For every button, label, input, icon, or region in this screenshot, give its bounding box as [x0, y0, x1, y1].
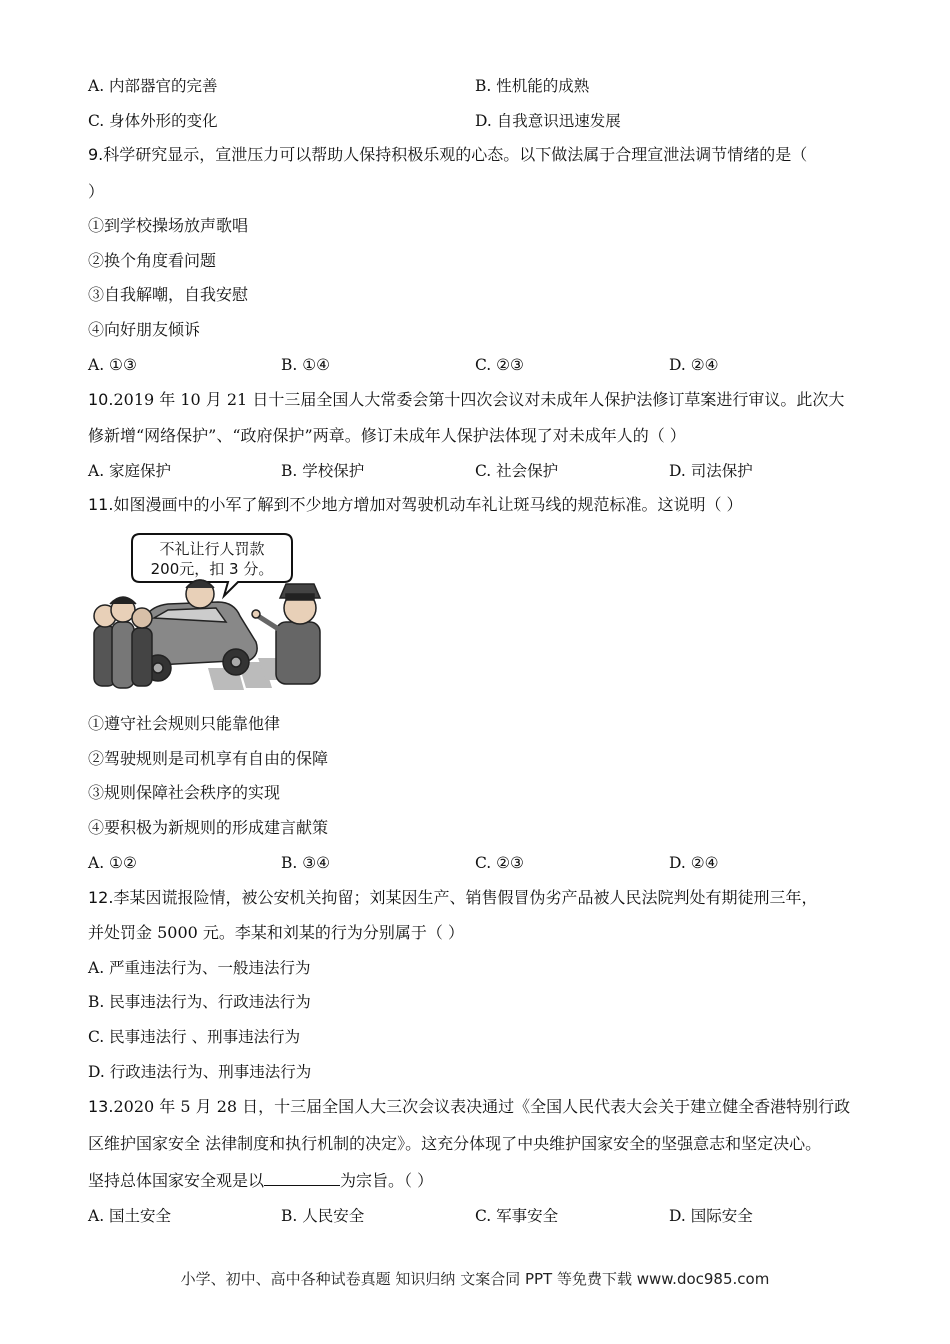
q13-number: 13. [88, 1097, 114, 1116]
cartoon-bubble-line1: 不礼让行人罚款 [159, 540, 265, 558]
q13-option-d: D. 国际安全 [669, 1207, 753, 1225]
q12-option-a: A. 严重违法行为、一般违法行为 [88, 959, 311, 977]
q12-option-c: C. 民事违法行 、刑事违法行为 [88, 1028, 301, 1046]
q11-item-1: ①遵守社会规则只能靠他律 [88, 714, 281, 733]
q12-number: 12. [88, 888, 114, 907]
q9-stem-line1 [88, 145, 807, 165]
q11-option-d: D. ②④ [669, 854, 719, 872]
pedestrians-group [94, 597, 152, 688]
q9-stem-line2: ） [88, 182, 105, 201]
q9-stem-text: 科学研究显示，宣泄压力可以帮助人保持积极乐观的心态。以下做法属于合理宣泄法调节情绪的是（ [103, 145, 808, 164]
q12-stem-line1 [88, 888, 817, 908]
q10-stem-line2: 修新增“网络保护”、“政府保护”两章。修订未成年人保护法体现了对未成年人的（ ） [88, 426, 686, 445]
q9-option-d: D. ②④ [669, 356, 719, 374]
q10-stem-line1 [88, 390, 844, 410]
q11-stem-line1 [88, 495, 743, 515]
q11-item-3: ③规则保障社会秩序的实现 [88, 783, 281, 802]
q13-option-b: B. 人民安全 [281, 1207, 365, 1225]
cartoon-bubble-line2: 200元，扣 3 分。 [150, 560, 274, 578]
q10-stem-text: 2019 年 10 月 21 日十三届全国人大常委会第十四次会议对未成年人保护法修订草案进行审议。此次大 [113, 390, 845, 409]
q8-option-d: D. 自我意识迅速发展 [475, 112, 621, 130]
q9-option-c: C. ②③ [475, 356, 524, 374]
q8-option-b: B. 性机能的成熟 [475, 77, 590, 95]
q9-item-2: ②换个角度看问题 [88, 251, 217, 270]
q9-item-1: ①到学校操场放声歌唱 [88, 216, 249, 235]
q13-stem-line3 [88, 1171, 433, 1191]
q9-option-a: A. ①③ [88, 356, 137, 374]
q13-option-a: A. 国土安全 [88, 1207, 172, 1225]
q11-option-a: A. ①② [88, 854, 137, 872]
q13-stem-line1 [88, 1097, 850, 1117]
q13-stem-line3-before: 坚持总体国家安全观是以 [88, 1171, 265, 1190]
q13-stem-line2: 区维护国家安全 法律制度和执行机制的决定》。这充分体现了中央维护国家安全的坚强意志和坚定决心。 [88, 1134, 822, 1153]
q9-number: 9. [88, 145, 104, 164]
q8-option-a: A. 内部器官的完善 [88, 77, 218, 95]
q13-option-c: C. 军事安全 [475, 1207, 559, 1225]
q10-option-b: B. 学校保护 [281, 462, 365, 480]
q11-option-c: C. ②③ [475, 854, 524, 872]
driver-figure [186, 580, 214, 608]
q11-stem-text: 如图漫画中的小军了解到不少地方增加对驾驶机动车礼让斑马线的规范标准。这说明（ ） [113, 495, 743, 514]
q12-option-b: B. 民事违法行为、行政违法行为 [88, 993, 311, 1011]
q8-option-c: C. 身体外形的变化 [88, 112, 218, 130]
q10-number: 10. [88, 390, 114, 409]
q9-item-3: ③自我解嘲，自我安慰 [88, 285, 249, 304]
q13-stem-text: 2020 年 5 月 28 日，十三届全国人大三次会议表决通过《全国人民代表大会关于建立健全香港特别行政 [113, 1097, 851, 1116]
q9-item-4: ④向好朋友倾诉 [88, 320, 201, 339]
q12-stem-line2: 并处罚金 5000 元。李某和刘某的行为分别属于（ ） [88, 923, 464, 942]
q10-option-c: C. 社会保护 [475, 462, 559, 480]
q13-stem-line3-after: 为宗旨。（ ） [340, 1171, 434, 1190]
page-footer: 小学、初中、高中各种试卷真题 知识归纳 文案合同 PPT 等免费下载 www.doc985.com [180, 1270, 770, 1288]
q13-answer-blank [264, 1171, 340, 1186]
q11-number: 11. [88, 495, 114, 514]
traffic-cartoon-image [88, 530, 350, 694]
q11-item-2: ②驾驶规则是司机享有自由的保障 [88, 749, 329, 768]
q9-option-b: B. ①④ [281, 356, 331, 374]
q11-option-b: B. ③④ [281, 854, 331, 872]
q10-option-d: D. 司法保护 [669, 462, 753, 480]
q12-option-d: D. 行政违法行为、刑事违法行为 [88, 1063, 312, 1081]
q10-option-a: A. 家庭保护 [88, 462, 172, 480]
q11-item-4: ④要积极为新规则的形成建言献策 [88, 818, 329, 837]
q12-stem-text: 李某因谎报险情，被公安机关拘留；刘某因生产、销售假冒伪劣产品被人民法院判处有期徒刑三年， [113, 888, 818, 907]
